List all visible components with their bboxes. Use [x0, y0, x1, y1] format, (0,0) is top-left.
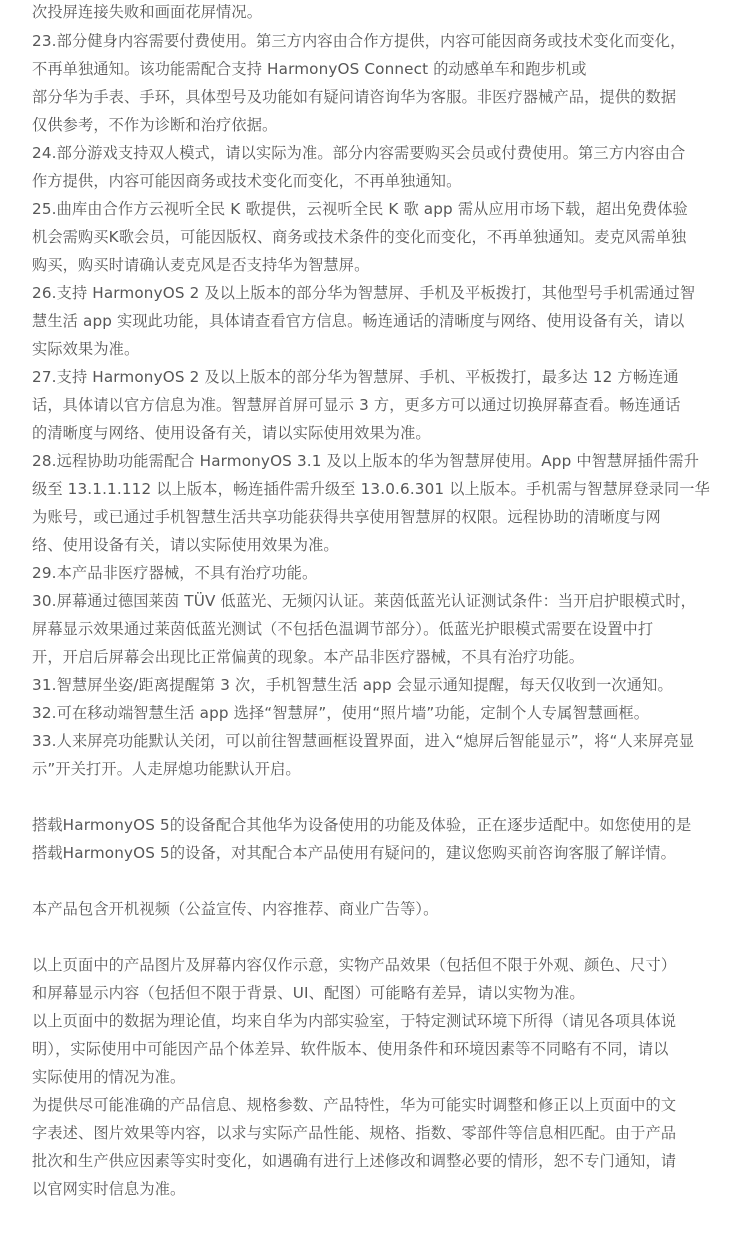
text-line: 实际使用的情况为准。: [32, 1068, 186, 1086]
text-line: 实际效果为准。: [32, 340, 140, 358]
text-line: 33.人来屏亮功能默认关闭，可以前往智慧画框设置界面，进入“熄屏后智能显示”，将“人来屏亮显: [32, 732, 695, 750]
text-line: 示”开关打开。人走屏熄功能默认开启。: [32, 760, 301, 778]
text-line: 仅供参考，不作为诊断和治疗依据。: [32, 116, 278, 134]
text-line: 26.支持 HarmonyOS 2 及以上版本的部分华为智慧屏、手机及平板拨打，其他型号手机需通过智: [32, 284, 696, 302]
text-line: 为账号，或已通过手机智慧生活共享功能获得共享使用智慧屏的权限。远程协助的清晰度与网: [32, 508, 661, 526]
text-line: 批次和生产供应因素等实时变化，如遇确有进行上述修改和调整必要的情形，恕不专门通知，请: [32, 1152, 677, 1170]
text-line: 30.屏幕通过德国莱茵 TÜV 低蓝光、无频闪认证。莱茵低蓝光认证测试条件：当开启护眼模式时，: [32, 592, 696, 610]
text-line: 字表述、图片效果等内容，以求与实际产品性能、规格、指数、零部件等信息相匹配。由于产品: [32, 1124, 677, 1142]
text-line: 32.可在移动端智慧生活 app 选择“智慧屏”，使用“照片墙”功能，定制个人专属智慧画框。: [32, 704, 650, 722]
text-line: 级至 13.1.1.112 以上版本，畅连插件需升级至 13.0.6.301 以上版本。手机需与智慧屏登录同一华: [32, 480, 710, 498]
text-line: 屏幕显示效果通过莱茵低蓝光测试（不包括色温调节部分）。低蓝光护眼模式需要在设置中打: [32, 620, 654, 638]
text-line: 27.支持 HarmonyOS 2 及以上版本的部分华为智慧屏、手机、平板拨打，最多达 12 方畅连通: [32, 368, 679, 386]
text-line: 络、使用设备有关，请以实际使用效果为准。: [32, 536, 339, 554]
text-line: 以上页面中的产品图片及屏幕内容仅作示意，实物产品效果（包括但不限于外观、颜色、尺寸）: [32, 956, 677, 974]
text-line: 23.部分健身内容需要付费使用。第三方内容由合作方提供，内容可能因商务或技术变化而变化，: [32, 32, 686, 50]
text-line: 开，开启后屏幕会出现比正常偏黄的现象。本产品非医疗器械，不具有治疗功能。: [32, 648, 585, 666]
text-line: 25.曲库由合作方云视听全民 K 歌提供，云视听全民 K 歌 app 需从应用市场下载，超出免费体验: [32, 200, 688, 218]
text-line: 明），实际使用中可能因产品个体差异、软件版本、使用条件和环境因素等不同略有不同，请以: [32, 1040, 669, 1058]
text-line: 购买，购买时请确认麦克风是否支持华为智慧屏。: [32, 256, 370, 274]
text-line: 作方提供，内容可能因商务或技术变化而变化，不再单独通知。: [32, 172, 462, 190]
text-line: 的清晰度与网络、使用设备有关，请以实际使用效果为准。: [32, 424, 431, 442]
text-line: 31.智慧屏坐姿/距离提醒第 3 次，手机智慧生活 app 会显示通知提醒，每天仅收到一次通知。: [32, 676, 673, 694]
text-line: 不再单独通知。该功能需配合支持 HarmonyOS Connect 的动感单车和跑步机或: [32, 60, 587, 78]
text-line: 以上页面中的数据为理论值，均来自华为内部实验室，于特定测试环境下所得（请见各项具体说: [32, 1012, 677, 1030]
text-line: 29.本产品非医疗器械，不具有治疗功能。: [32, 564, 318, 582]
text-line: 本产品包含开机视频（公益宣传、内容推荐、商业广告等）。: [32, 900, 439, 918]
text-line: 机会需购买K歌会员，可能因版权、商务或技术条件的变化而变化，不再单独通知。麦克风需单独: [32, 228, 687, 246]
text-line: 以官网实时信息为准。: [32, 1180, 186, 1198]
text-line: 搭载HarmonyOS 5的设备配合其他华为设备使用的功能及体验，正在逐步适配中。如您使用的是: [32, 816, 692, 834]
text-line: 话，具体请以官方信息为准。智慧屏首屏可显示 3 方，更多方可以通过切换屏幕查看。畅连通话: [32, 396, 681, 414]
text-line: 搭载HarmonyOS 5的设备，对其配合本产品使用有疑问的，建议您购买前咨询客服了解详情。: [32, 844, 676, 862]
text-line: 部分华为手表、手环，具体型号及功能如有疑问请咨询华为客服。非医疗器械产品，提供的数据: [32, 88, 677, 106]
text-line: 慧生活 app 实现此功能，具体请查看官方信息。畅连通话的清晰度与网络、使用设备有关，请以: [32, 312, 685, 330]
text-line: 28.远程协助功能需配合 HarmonyOS 3.1 及以上版本的华为智慧屏使用。App 中智慧屏插件需升: [32, 452, 700, 470]
text-line: 次投屏连接失败和画面花屏情况。: [32, 3, 263, 21]
text-line: 为提供尽可能准确的产品信息、规格参数、产品特性，华为可能实时调整和修正以上页面中的文: [32, 1096, 677, 1114]
text-line: 24.部分游戏支持双人模式，请以实际为准。部分内容需要购买会员或付费使用。第三方内容由合: [32, 144, 686, 162]
text-line: 和屏幕显示内容（包括但不限于背景、UI、配图）可能略有差异，请以实物为准。: [32, 984, 585, 1002]
